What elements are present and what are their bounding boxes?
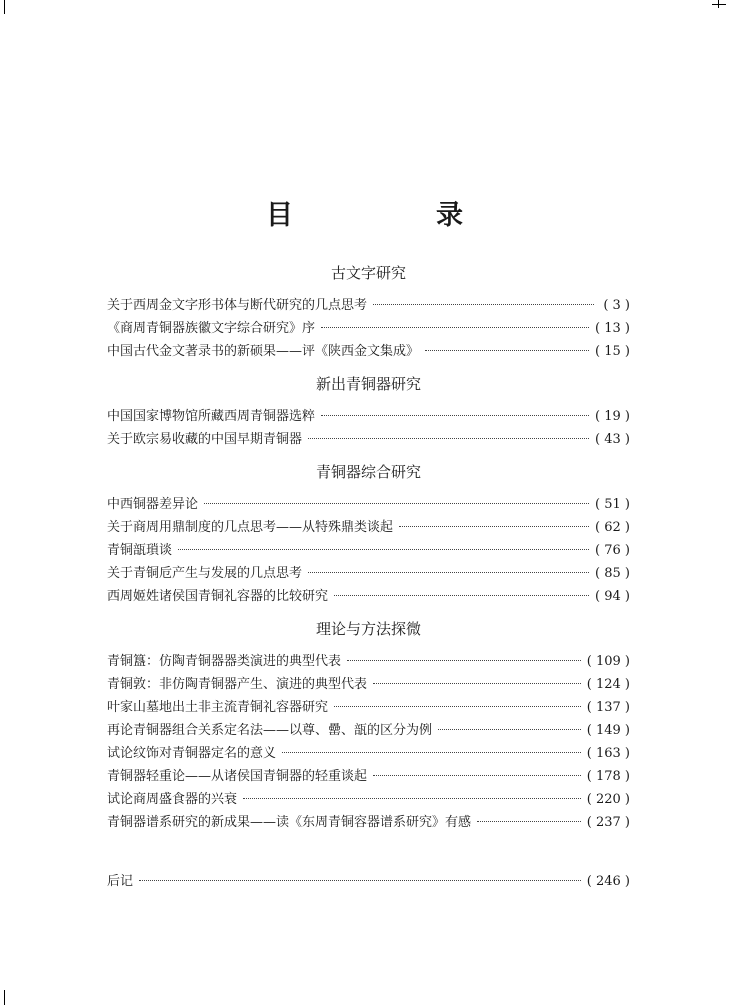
toc-section (107, 618, 630, 834)
toc-entry[interactable] (107, 539, 630, 562)
dot-leader (373, 683, 581, 684)
entry-title: 再论青铜器组合关系定名法——以尊、罍、瓿的区分为例 (107, 723, 433, 738)
entry-title: 中国国家博物馆所藏西周青铜器选粹 (107, 409, 316, 424)
dot-leader (477, 821, 581, 822)
entry-page-number: ( 13 ) (595, 321, 630, 336)
entry-title: 关于青铜卮产生与发展的几点思考 (107, 566, 303, 581)
section-entries (107, 493, 630, 608)
entry-page-number: ( 51 ) (595, 497, 630, 512)
section-heading: 古文字研究 (330, 264, 406, 282)
toc-section (107, 461, 630, 608)
dot-leader (373, 775, 581, 776)
table-of-contents (107, 262, 630, 844)
toc-entry[interactable] (107, 493, 630, 516)
toc-entry[interactable] (107, 562, 630, 585)
dot-leader (438, 729, 581, 730)
entry-title: 青铜簋：仿陶青铜器器类演进的典型代表 (107, 654, 342, 669)
entry-title: 后记 (107, 874, 134, 889)
toc-entry[interactable] (107, 673, 630, 696)
dot-leader (321, 415, 589, 416)
toc-entry[interactable] (107, 428, 630, 451)
entry-page-number: ( 149 ) (586, 723, 630, 738)
toc-section (107, 262, 630, 363)
entry-page-number: ( 163 ) (586, 746, 630, 761)
dot-leader (347, 660, 581, 661)
entry-page-number: ( 76 ) (595, 543, 630, 558)
crop-mark-top-left-v (4, 0, 5, 14)
section-heading: 青铜器综合研究 (315, 463, 421, 481)
section-entries (107, 294, 630, 363)
entry-title: 中国古代金文著录书的新硕果——评《陕西金文集成》 (107, 344, 420, 359)
toc-entry[interactable] (107, 742, 630, 765)
dot-leader (282, 752, 581, 753)
dot-leader (308, 438, 589, 439)
toc-entry[interactable] (107, 719, 630, 742)
entry-page-number: ( 109 ) (586, 654, 630, 669)
entry-title: 青铜瓿瑣谈 (107, 543, 173, 558)
toc-section (107, 373, 630, 451)
toc-entry[interactable] (107, 317, 630, 340)
entry-page-number: ( 3 ) (603, 298, 630, 313)
entry-page-number: ( 19 ) (595, 409, 630, 424)
entry-page-number: ( 43 ) (595, 432, 630, 447)
entry-page-number: ( 15 ) (595, 344, 630, 359)
dot-leader (373, 304, 594, 305)
section-heading: 新出青铜器研究 (315, 375, 421, 393)
toc-entry[interactable] (107, 650, 630, 673)
dot-leader (399, 526, 589, 527)
entry-page-number: ( 220 ) (586, 792, 630, 807)
entry-title: 试论纹饰对青铜器定名的意义 (107, 746, 277, 761)
toc-entry[interactable] (107, 811, 630, 834)
entry-title: 青铜器轻重论——从诸侯国青铜器的轻重谈起 (107, 769, 368, 784)
crop-mark-bottom-left-v (4, 990, 5, 1005)
dot-leader (178, 549, 589, 550)
section-heading: 理论与方法探微 (315, 620, 421, 638)
entry-title: 西周姬姓诸侯国青铜礼容器的比较研究 (107, 589, 329, 604)
entry-page-number: ( 85 ) (595, 566, 630, 581)
toc-entry[interactable] (107, 340, 630, 363)
entry-page-number: ( 246 ) (586, 874, 630, 889)
toc-entry-afterword[interactable] (107, 870, 630, 893)
dot-leader (139, 880, 581, 881)
entry-page-number: ( 237 ) (586, 815, 630, 830)
entry-title: 青铜敦：非仿陶青铜器产生、演进的典型代表 (107, 677, 368, 692)
toc-entry[interactable] (107, 765, 630, 788)
dot-leader (243, 798, 581, 799)
dot-leader (334, 706, 581, 707)
entry-page-number: ( 137 ) (586, 700, 630, 715)
toc-entry[interactable] (107, 405, 630, 428)
section-entries (107, 650, 630, 834)
entry-title: 《商周青铜器族徽文字综合研究》序 (107, 321, 316, 336)
dot-leader (334, 595, 589, 596)
afterword-entry-container (107, 870, 630, 893)
page-title: 目 录 (266, 200, 521, 231)
dot-leader (308, 572, 589, 573)
entry-page-number: ( 178 ) (586, 769, 630, 784)
crop-mark-top-right-h (712, 4, 726, 5)
toc-entry[interactable] (107, 516, 630, 539)
dot-leader (204, 503, 589, 504)
toc-entry[interactable] (107, 788, 630, 811)
entry-title: 关于西周金文字形书体与断代研究的几点思考 (107, 298, 368, 313)
entry-title: 关于欧宗易收藏的中国早期青铜器 (107, 432, 303, 447)
section-entries (107, 405, 630, 451)
entry-title: 中西铜器差异论 (107, 497, 199, 512)
entry-title: 青铜器谱系研究的新成果——读《东周青铜容器谱系研究》有感 (107, 815, 472, 830)
toc-entry[interactable] (107, 294, 630, 317)
crop-mark-top-right-v (718, 0, 719, 8)
entry-page-number: ( 62 ) (595, 520, 630, 535)
entry-title: 关于商周用鼎制度的几点思考——从特殊鼎类谈起 (107, 520, 394, 535)
entry-title: 叶家山墓地出土非主流青铜礼容器研究 (107, 700, 329, 715)
toc-entry[interactable] (107, 696, 630, 719)
entry-page-number: ( 124 ) (586, 677, 630, 692)
entry-title: 试论商周盛食器的兴衰 (107, 792, 238, 807)
entry-page-number: ( 94 ) (595, 589, 630, 604)
toc-entry[interactable] (107, 585, 630, 608)
dot-leader (321, 327, 589, 328)
dot-leader (425, 350, 589, 351)
